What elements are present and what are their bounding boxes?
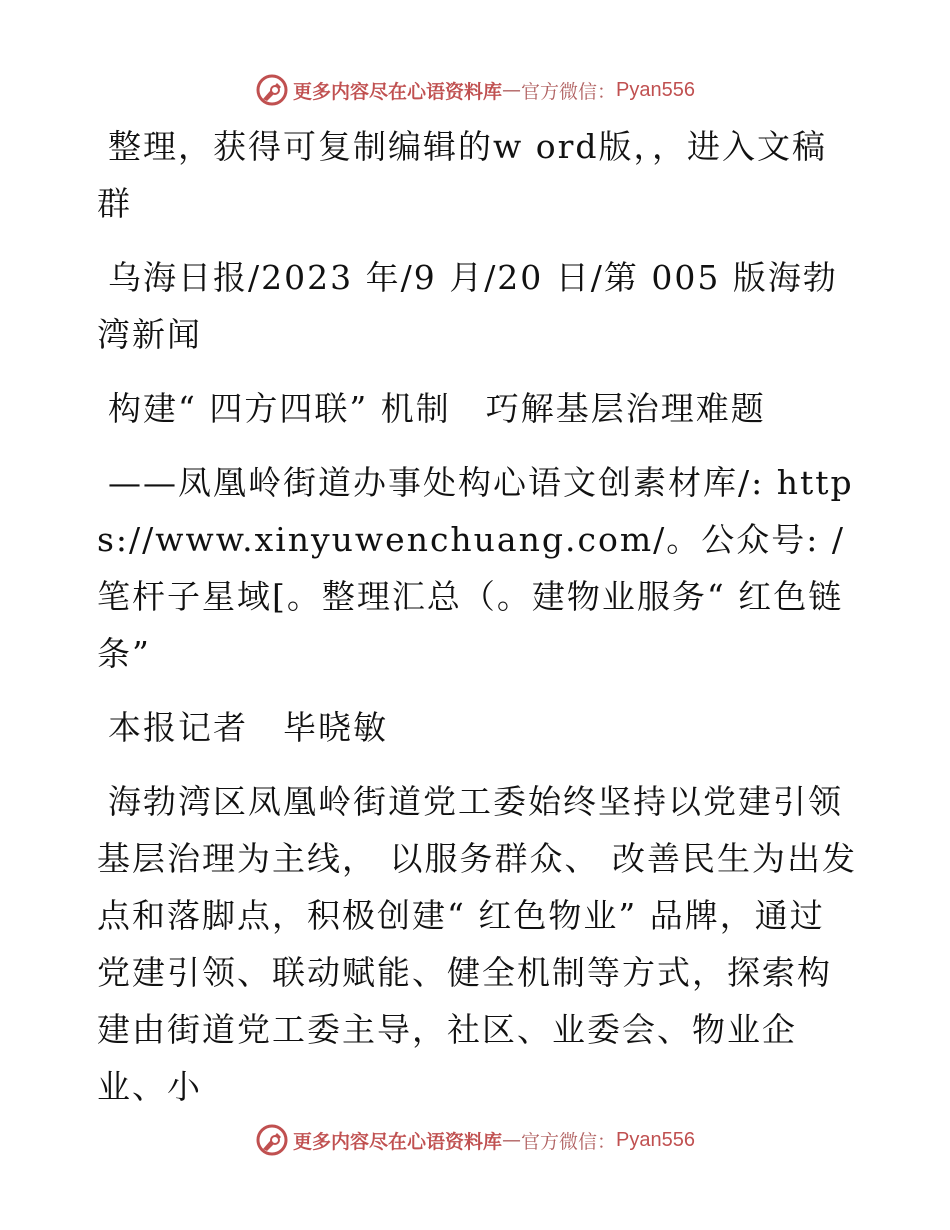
red-ink-pen-logo-icon (255, 73, 289, 107)
footer-promo-text: 更多内容尽在心语资料库 (293, 1130, 503, 1153)
footer-watermark-banner (0, 1120, 950, 1160)
footer-dash: — (502, 1129, 522, 1151)
header-official-label: 官方微信： (521, 80, 617, 103)
footer-official-label: 官方微信： (521, 1130, 617, 1153)
article-title: 构建“ 四方四联” 机制 巧解基层治理难题 (108, 389, 766, 428)
footer-wechat-id: Pyan556 (616, 1128, 695, 1151)
paragraph-intro: 整理，获得可复制编辑的w ord版，，进入文稿群 (97, 127, 828, 223)
article-body (97, 118, 857, 1132)
paragraph-body: 海勃湾区凤凰岭街道党工委始终坚持以党建引领基层治理为主线， 以服务群众、 改善民生为出发点和落脚点，积极创建“ 红色物业” 品牌，通过党建引领、联动赋能、健全机制等方式，探索构建由街道党工委主导，社区、业委会、物业企业、小 (97, 782, 857, 1106)
header-watermark-banner (0, 70, 950, 110)
article-byline: 本报记者 毕晓敏 (108, 708, 388, 747)
header-dash: — (502, 79, 522, 101)
header-promo-text: 更多内容尽在心语资料库 (293, 80, 503, 103)
article-subtitle: ——凤凰岭街道办事处构心语文创素材库/: https://www.xinyuwenchuang.com/。公众号: /笔杆子星域[。整理汇总（。建物业服务“ 红色链条” (97, 463, 854, 673)
paragraph-source: 乌海日报/2023 年/9 月/20 日/第 005 版海勃湾新闻 (97, 258, 838, 354)
header-wechat-id: Pyan556 (616, 78, 695, 101)
red-ink-pen-logo-icon (255, 1123, 289, 1157)
